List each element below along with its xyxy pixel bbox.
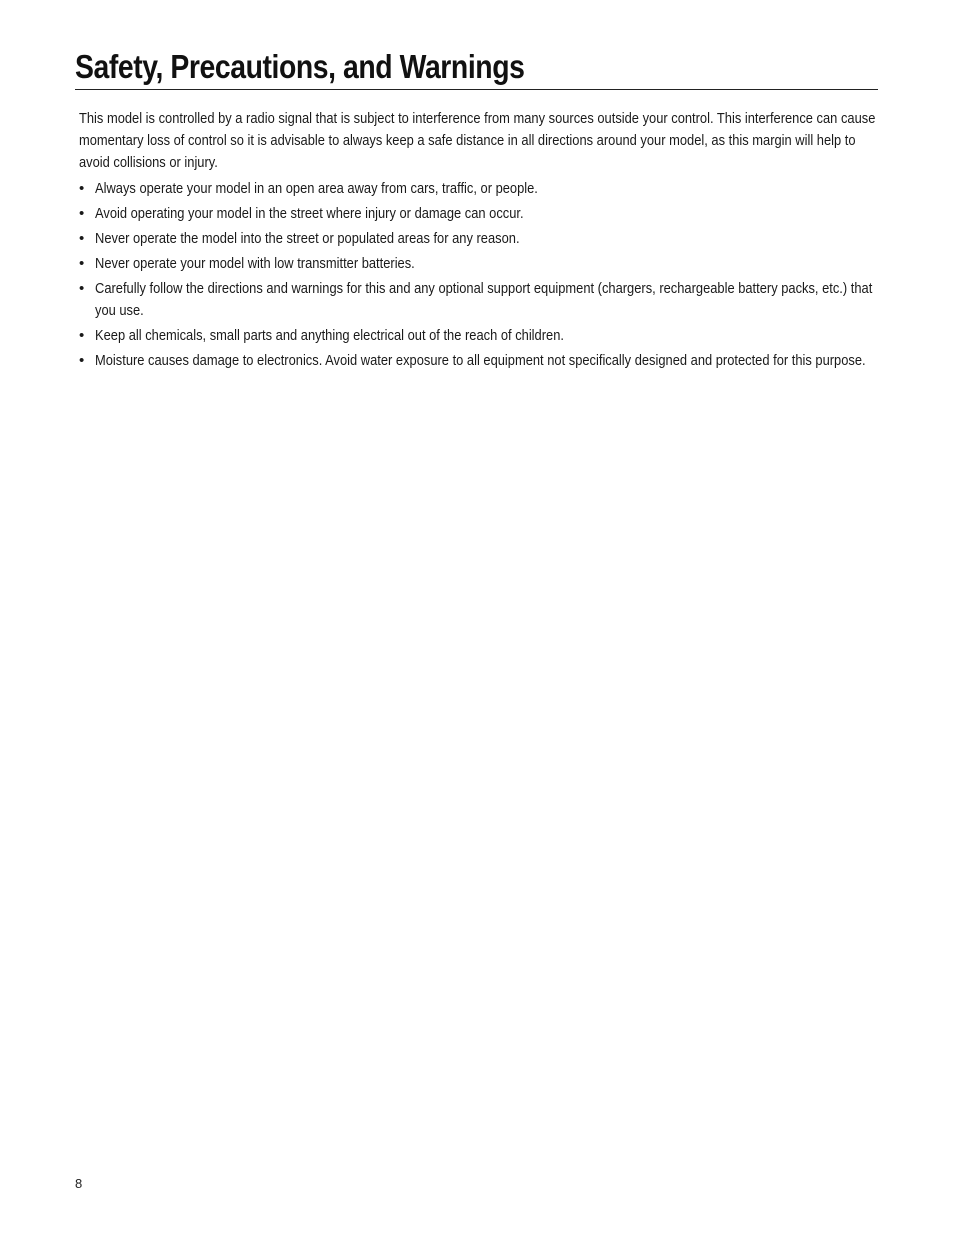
title-divider [75,89,878,90]
page-title: Safety, Precautions, and Warnings [75,48,525,85]
page-number: 8 [75,1176,83,1191]
warnings-list [79,178,879,372]
list-item [79,325,879,347]
list-item-text: Carefully follow the directions and warnings for this and any optional support equipment (chargers, rechargeable battery packs, etc.) that you use. [95,280,873,319]
bullet-icon: • [79,230,85,247]
bullet-icon: • [79,255,85,272]
bullet-icon: • [79,280,85,297]
list-item-text: Always operate your model in an open area away from cars, traffic, or people. [95,180,538,197]
list-item-text: Never operate your model with low transmitter batteries. [95,255,415,272]
safety-content [79,108,879,375]
bullet-icon: • [79,327,85,344]
list-item [79,253,879,275]
list-item [79,178,879,200]
list-item-text: Moisture causes damage to electronics. Avoid water exposure to all equipment not specifically designed and protected for this purpose. [95,352,866,369]
list-item [79,228,879,250]
list-item-text: Never operate the model into the street or populated areas for any reason. [95,230,520,247]
list-item [79,203,879,225]
bullet-icon: • [79,352,85,369]
list-item [79,278,879,322]
bullet-icon: • [79,205,85,222]
list-item-text: Keep all chemicals, small parts and anything electrical out of the reach of children. [95,327,564,344]
bullet-icon: • [79,180,85,197]
intro-paragraph: This model is controlled by a radio signal that is subject to interference from many sources outside your control. This interference can cause momentary loss of control so it is advisable to always keep a safe distance in all directions around your model, as this margin will help to avoid collisions or injury. [79,110,876,171]
list-item-text: Avoid operating your model in the street where injury or damage can occur. [95,205,524,222]
list-item [79,350,879,372]
